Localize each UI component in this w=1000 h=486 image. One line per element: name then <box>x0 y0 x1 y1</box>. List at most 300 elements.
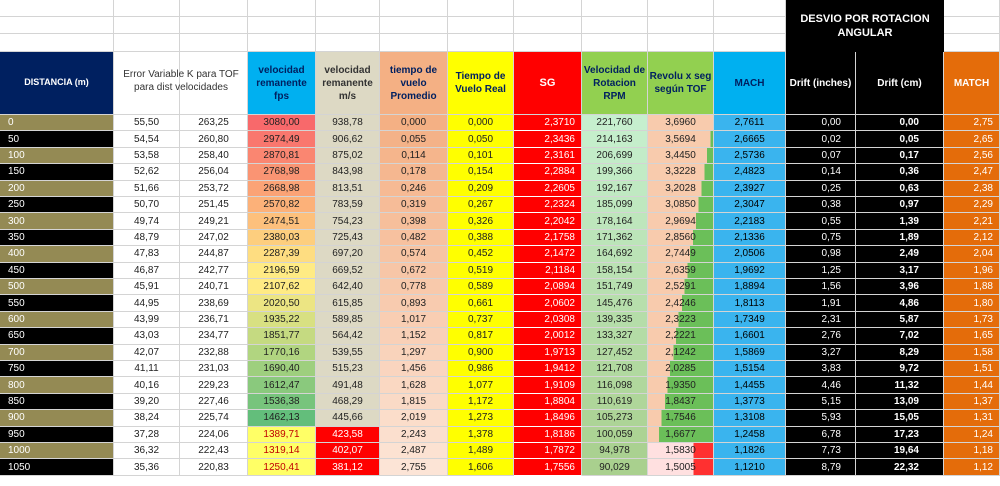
cell-r9-c6[interactable]: 0,519 <box>448 263 514 279</box>
cell-r5-c7[interactable]: 2,2324 <box>514 197 582 213</box>
cell-r5-c5[interactable]: 0,319 <box>380 197 448 213</box>
cell-r11-c1[interactable]: 44,95 <box>114 295 180 311</box>
cell-r6-c0[interactable]: 300 <box>0 213 114 229</box>
cell-r7-c8[interactable]: 171,362 <box>582 230 648 246</box>
cell-r21-c0[interactable]: 1050 <box>0 459 114 475</box>
cell-r8-c12[interactable]: 2,49 <box>856 246 944 262</box>
cell-r10-c7[interactable]: 2,0894 <box>514 279 582 295</box>
cell-r13-c9[interactable]: 2,2221 <box>648 328 714 344</box>
cell-r21-c2[interactable]: 220,83 <box>180 459 248 475</box>
cell-r7-c4[interactable]: 725,43 <box>316 230 380 246</box>
cell-r20-c0[interactable]: 1000 <box>0 443 114 459</box>
cell-r14-c1[interactable]: 42,07 <box>114 345 180 361</box>
cell-r0-c3[interactable]: 3080,00 <box>248 115 316 131</box>
cell-r4-c3[interactable]: 2668,98 <box>248 181 316 197</box>
cell-r5-c1[interactable]: 50,70 <box>114 197 180 213</box>
cell-r12-c5[interactable]: 1,017 <box>380 312 448 328</box>
cell-r0-c11[interactable]: 0,00 <box>786 115 856 131</box>
cell-r5-c2[interactable]: 251,45 <box>180 197 248 213</box>
cell-r6-c12[interactable]: 1,39 <box>856 213 944 229</box>
cell-r7-c3[interactable]: 2380,03 <box>248 230 316 246</box>
cell-r16-c12[interactable]: 11,32 <box>856 377 944 393</box>
cell-r16-c9[interactable]: 1,9350 <box>648 377 714 393</box>
cell-r8-c9[interactable]: 2,7449 <box>648 246 714 262</box>
cell-r13-c5[interactable]: 1,152 <box>380 328 448 344</box>
cell-r5-c13[interactable]: 2,29 <box>944 197 1000 213</box>
cell-r15-c7[interactable]: 1,9412 <box>514 361 582 377</box>
cell-r14-c4[interactable]: 539,55 <box>316 345 380 361</box>
cell-r7-c9[interactable]: 2,8560 <box>648 230 714 246</box>
cell-r17-c8[interactable]: 110,619 <box>582 394 648 410</box>
cell-r7-c13[interactable]: 2,12 <box>944 230 1000 246</box>
cell-r18-c0[interactable]: 900 <box>0 410 114 426</box>
cell-r1-c9[interactable]: 3,5694 <box>648 131 714 147</box>
cell-r19-c7[interactable]: 1,8186 <box>514 427 582 443</box>
cell-r0-c6[interactable]: 0,000 <box>448 115 514 131</box>
empty-cell[interactable] <box>114 17 180 34</box>
cell-r13-c7[interactable]: 2,0012 <box>514 328 582 344</box>
cell-r17-c5[interactable]: 1,815 <box>380 394 448 410</box>
cell-r19-c3[interactable]: 1389,71 <box>248 427 316 443</box>
cell-r1-c4[interactable]: 906,62 <box>316 131 380 147</box>
cell-r0-c0[interactable]: 0 <box>0 115 114 131</box>
empty-cell[interactable] <box>180 34 248 52</box>
cell-r16-c5[interactable]: 1,628 <box>380 377 448 393</box>
empty-cell[interactable] <box>944 17 1000 34</box>
cell-r15-c8[interactable]: 121,708 <box>582 361 648 377</box>
cell-r12-c12[interactable]: 5,87 <box>856 312 944 328</box>
cell-r19-c8[interactable]: 100,059 <box>582 427 648 443</box>
cell-r9-c11[interactable]: 1,25 <box>786 263 856 279</box>
cell-r1-c0[interactable]: 50 <box>0 131 114 147</box>
cell-r3-c9[interactable]: 3,3228 <box>648 164 714 180</box>
cell-r0-c7[interactable]: 2,3710 <box>514 115 582 131</box>
cell-r2-c6[interactable]: 0,101 <box>448 148 514 164</box>
cell-r5-c9[interactable]: 3,0850 <box>648 197 714 213</box>
cell-r15-c4[interactable]: 515,23 <box>316 361 380 377</box>
cell-r7-c11[interactable]: 0,75 <box>786 230 856 246</box>
cell-r4-c10[interactable]: 2,3927 <box>714 181 786 197</box>
cell-r20-c4[interactable]: 402,07 <box>316 443 380 459</box>
empty-cell[interactable] <box>180 0 248 17</box>
cell-r2-c5[interactable]: 0,114 <box>380 148 448 164</box>
cell-r12-c7[interactable]: 2,0308 <box>514 312 582 328</box>
cell-r18-c2[interactable]: 225,74 <box>180 410 248 426</box>
cell-r0-c9[interactable]: 3,6960 <box>648 115 714 131</box>
empty-cell[interactable] <box>582 17 648 34</box>
cell-r18-c10[interactable]: 1,3108 <box>714 410 786 426</box>
cell-r6-c10[interactable]: 2,2183 <box>714 213 786 229</box>
cell-r12-c2[interactable]: 236,71 <box>180 312 248 328</box>
empty-cell[interactable] <box>114 34 180 52</box>
cell-r8-c4[interactable]: 697,20 <box>316 246 380 262</box>
cell-r3-c7[interactable]: 2,2884 <box>514 164 582 180</box>
cell-r12-c13[interactable]: 1,73 <box>944 312 1000 328</box>
cell-r4-c13[interactable]: 2,38 <box>944 181 1000 197</box>
empty-cell[interactable] <box>248 17 316 34</box>
cell-r13-c1[interactable]: 43,03 <box>114 328 180 344</box>
cell-r2-c7[interactable]: 2,3161 <box>514 148 582 164</box>
cell-r7-c0[interactable]: 350 <box>0 230 114 246</box>
cell-r6-c7[interactable]: 2,2042 <box>514 213 582 229</box>
cell-r20-c9[interactable]: 1,5830 <box>648 443 714 459</box>
cell-r10-c8[interactable]: 151,749 <box>582 279 648 295</box>
cell-r19-c13[interactable]: 1,24 <box>944 427 1000 443</box>
cell-r13-c4[interactable]: 564,42 <box>316 328 380 344</box>
cell-r1-c10[interactable]: 2,6665 <box>714 131 786 147</box>
cell-r11-c6[interactable]: 0,661 <box>448 295 514 311</box>
cell-r12-c11[interactable]: 2,31 <box>786 312 856 328</box>
cell-r21-c7[interactable]: 1,7556 <box>514 459 582 475</box>
cell-r9-c0[interactable]: 450 <box>0 263 114 279</box>
cell-r8-c5[interactable]: 0,574 <box>380 246 448 262</box>
cell-r20-c13[interactable]: 1,18 <box>944 443 1000 459</box>
cell-r2-c1[interactable]: 53,58 <box>114 148 180 164</box>
cell-r10-c11[interactable]: 1,56 <box>786 279 856 295</box>
cell-r3-c11[interactable]: 0,14 <box>786 164 856 180</box>
empty-cell[interactable] <box>248 34 316 52</box>
cell-r7-c12[interactable]: 1,89 <box>856 230 944 246</box>
cell-r9-c2[interactable]: 242,77 <box>180 263 248 279</box>
cell-r6-c6[interactable]: 0,326 <box>448 213 514 229</box>
cell-r20-c2[interactable]: 222,43 <box>180 443 248 459</box>
cell-r4-c5[interactable]: 0,246 <box>380 181 448 197</box>
empty-cell[interactable] <box>944 34 1000 52</box>
cell-r11-c10[interactable]: 1,8113 <box>714 295 786 311</box>
cell-r16-c3[interactable]: 1612,47 <box>248 377 316 393</box>
cell-r21-c1[interactable]: 35,36 <box>114 459 180 475</box>
cell-r20-c5[interactable]: 2,487 <box>380 443 448 459</box>
cell-r10-c12[interactable]: 3,96 <box>856 279 944 295</box>
cell-r15-c13[interactable]: 1,51 <box>944 361 1000 377</box>
empty-cell[interactable] <box>944 0 1000 17</box>
cell-r11-c7[interactable]: 2,0602 <box>514 295 582 311</box>
cell-r9-c7[interactable]: 2,1184 <box>514 263 582 279</box>
cell-r17-c13[interactable]: 1,37 <box>944 394 1000 410</box>
cell-r14-c6[interactable]: 0,900 <box>448 345 514 361</box>
cell-r20-c1[interactable]: 36,32 <box>114 443 180 459</box>
cell-r11-c9[interactable]: 2,4246 <box>648 295 714 311</box>
cell-r7-c10[interactable]: 2,1336 <box>714 230 786 246</box>
cell-r11-c4[interactable]: 615,85 <box>316 295 380 311</box>
cell-r8-c1[interactable]: 47,83 <box>114 246 180 262</box>
cell-r20-c3[interactable]: 1319,14 <box>248 443 316 459</box>
cell-r18-c6[interactable]: 1,273 <box>448 410 514 426</box>
cell-r9-c9[interactable]: 2,6359 <box>648 263 714 279</box>
cell-r20-c7[interactable]: 1,7872 <box>514 443 582 459</box>
cell-r14-c12[interactable]: 8,29 <box>856 345 944 361</box>
cell-r6-c4[interactable]: 754,23 <box>316 213 380 229</box>
empty-cell[interactable] <box>248 0 316 17</box>
cell-r18-c5[interactable]: 2,019 <box>380 410 448 426</box>
cell-r9-c12[interactable]: 3,17 <box>856 263 944 279</box>
cell-r3-c5[interactable]: 0,178 <box>380 164 448 180</box>
cell-r21-c3[interactable]: 1250,41 <box>248 459 316 475</box>
cell-r1-c2[interactable]: 260,80 <box>180 131 248 147</box>
cell-r20-c12[interactable]: 19,64 <box>856 443 944 459</box>
cell-r4-c7[interactable]: 2,2605 <box>514 181 582 197</box>
empty-cell[interactable] <box>316 0 380 17</box>
cell-r21-c9[interactable]: 1,5005 <box>648 459 714 475</box>
cell-r10-c9[interactable]: 2,5291 <box>648 279 714 295</box>
cell-r6-c8[interactable]: 178,164 <box>582 213 648 229</box>
cell-r15-c0[interactable]: 750 <box>0 361 114 377</box>
cell-r17-c12[interactable]: 13,09 <box>856 394 944 410</box>
cell-r4-c0[interactable]: 200 <box>0 181 114 197</box>
cell-r18-c11[interactable]: 5,93 <box>786 410 856 426</box>
empty-cell[interactable] <box>582 34 648 52</box>
cell-r13-c13[interactable]: 1,65 <box>944 328 1000 344</box>
cell-r17-c9[interactable]: 1,8437 <box>648 394 714 410</box>
cell-r11-c5[interactable]: 0,893 <box>380 295 448 311</box>
cell-r8-c3[interactable]: 2287,39 <box>248 246 316 262</box>
cell-r16-c10[interactable]: 1,4455 <box>714 377 786 393</box>
cell-r19-c1[interactable]: 37,28 <box>114 427 180 443</box>
cell-r8-c2[interactable]: 244,87 <box>180 246 248 262</box>
cell-r11-c8[interactable]: 145,476 <box>582 295 648 311</box>
cell-r12-c9[interactable]: 2,3223 <box>648 312 714 328</box>
cell-r14-c10[interactable]: 1,5869 <box>714 345 786 361</box>
empty-cell[interactable] <box>380 34 448 52</box>
cell-r7-c5[interactable]: 0,482 <box>380 230 448 246</box>
empty-cell[interactable] <box>514 34 582 52</box>
cell-r9-c1[interactable]: 46,87 <box>114 263 180 279</box>
cell-r12-c1[interactable]: 43,99 <box>114 312 180 328</box>
cell-r17-c6[interactable]: 1,172 <box>448 394 514 410</box>
cell-r4-c8[interactable]: 192,167 <box>582 181 648 197</box>
cell-r14-c8[interactable]: 127,452 <box>582 345 648 361</box>
cell-r19-c10[interactable]: 1,2458 <box>714 427 786 443</box>
cell-r16-c1[interactable]: 40,16 <box>114 377 180 393</box>
empty-cell[interactable] <box>714 34 786 52</box>
cell-r18-c8[interactable]: 105,273 <box>582 410 648 426</box>
cell-r10-c3[interactable]: 2107,62 <box>248 279 316 295</box>
cell-r18-c13[interactable]: 1,31 <box>944 410 1000 426</box>
cell-r11-c2[interactable]: 238,69 <box>180 295 248 311</box>
cell-r14-c5[interactable]: 1,297 <box>380 345 448 361</box>
cell-r3-c2[interactable]: 256,04 <box>180 164 248 180</box>
cell-r12-c4[interactable]: 589,85 <box>316 312 380 328</box>
empty-cell[interactable] <box>714 17 786 34</box>
cell-r17-c7[interactable]: 1,8804 <box>514 394 582 410</box>
cell-r21-c4[interactable]: 381,12 <box>316 459 380 475</box>
empty-cell[interactable] <box>448 0 514 17</box>
cell-r11-c12[interactable]: 4,86 <box>856 295 944 311</box>
cell-r15-c1[interactable]: 41,11 <box>114 361 180 377</box>
cell-r21-c6[interactable]: 1,606 <box>448 459 514 475</box>
cell-r4-c12[interactable]: 0,63 <box>856 181 944 197</box>
cell-r15-c5[interactable]: 1,456 <box>380 361 448 377</box>
cell-r19-c2[interactable]: 224,06 <box>180 427 248 443</box>
cell-r13-c3[interactable]: 1851,77 <box>248 328 316 344</box>
empty-cell[interactable] <box>114 0 180 17</box>
cell-r14-c0[interactable]: 700 <box>0 345 114 361</box>
cell-r19-c0[interactable]: 950 <box>0 427 114 443</box>
cell-r19-c12[interactable]: 17,23 <box>856 427 944 443</box>
empty-cell[interactable] <box>448 34 514 52</box>
cell-r16-c2[interactable]: 229,23 <box>180 377 248 393</box>
cell-r14-c2[interactable]: 232,88 <box>180 345 248 361</box>
cell-r14-c11[interactable]: 3,27 <box>786 345 856 361</box>
cell-r17-c0[interactable]: 850 <box>0 394 114 410</box>
cell-r10-c4[interactable]: 642,40 <box>316 279 380 295</box>
empty-cell[interactable] <box>448 17 514 34</box>
cell-r9-c8[interactable]: 158,154 <box>582 263 648 279</box>
cell-r5-c8[interactable]: 185,099 <box>582 197 648 213</box>
cell-r16-c11[interactable]: 4,46 <box>786 377 856 393</box>
cell-r19-c4[interactable]: 423,58 <box>316 427 380 443</box>
cell-r12-c8[interactable]: 139,335 <box>582 312 648 328</box>
cell-r1-c13[interactable]: 2,65 <box>944 131 1000 147</box>
cell-r15-c12[interactable]: 9,72 <box>856 361 944 377</box>
cell-r3-c4[interactable]: 843,98 <box>316 164 380 180</box>
cell-r1-c6[interactable]: 0,050 <box>448 131 514 147</box>
cell-r9-c13[interactable]: 1,96 <box>944 263 1000 279</box>
cell-r10-c5[interactable]: 0,778 <box>380 279 448 295</box>
cell-r11-c3[interactable]: 2020,50 <box>248 295 316 311</box>
cell-r5-c6[interactable]: 0,267 <box>448 197 514 213</box>
cell-r21-c8[interactable]: 90,029 <box>582 459 648 475</box>
cell-r14-c7[interactable]: 1,9713 <box>514 345 582 361</box>
cell-r2-c13[interactable]: 2,56 <box>944 148 1000 164</box>
empty-cell[interactable] <box>648 17 714 34</box>
cell-r9-c3[interactable]: 2196,59 <box>248 263 316 279</box>
cell-r10-c6[interactable]: 0,589 <box>448 279 514 295</box>
cell-r0-c4[interactable]: 938,78 <box>316 115 380 131</box>
cell-r3-c10[interactable]: 2,4823 <box>714 164 786 180</box>
cell-r8-c0[interactable]: 400 <box>0 246 114 262</box>
cell-r21-c11[interactable]: 8,79 <box>786 459 856 475</box>
cell-r20-c11[interactable]: 7,73 <box>786 443 856 459</box>
cell-r21-c12[interactable]: 22,32 <box>856 459 944 475</box>
cell-r1-c11[interactable]: 0,02 <box>786 131 856 147</box>
cell-r7-c2[interactable]: 247,02 <box>180 230 248 246</box>
empty-cell[interactable] <box>380 0 448 17</box>
cell-r4-c9[interactable]: 3,2028 <box>648 181 714 197</box>
cell-r8-c13[interactable]: 2,04 <box>944 246 1000 262</box>
cell-r12-c0[interactable]: 600 <box>0 312 114 328</box>
cell-r1-c8[interactable]: 214,163 <box>582 131 648 147</box>
cell-r6-c11[interactable]: 0,55 <box>786 213 856 229</box>
cell-r20-c6[interactable]: 1,489 <box>448 443 514 459</box>
cell-r10-c2[interactable]: 240,71 <box>180 279 248 295</box>
cell-r5-c11[interactable]: 0,38 <box>786 197 856 213</box>
empty-cell[interactable] <box>648 0 714 17</box>
cell-r2-c12[interactable]: 0,17 <box>856 148 944 164</box>
cell-r8-c7[interactable]: 2,1472 <box>514 246 582 262</box>
cell-r17-c4[interactable]: 468,29 <box>316 394 380 410</box>
cell-r15-c11[interactable]: 3,83 <box>786 361 856 377</box>
empty-cell[interactable] <box>0 34 114 52</box>
cell-r19-c9[interactable]: 1,6677 <box>648 427 714 443</box>
cell-r18-c1[interactable]: 38,24 <box>114 410 180 426</box>
cell-r2-c8[interactable]: 206,699 <box>582 148 648 164</box>
cell-r2-c0[interactable]: 100 <box>0 148 114 164</box>
cell-r1-c7[interactable]: 2,3436 <box>514 131 582 147</box>
cell-r19-c11[interactable]: 6,78 <box>786 427 856 443</box>
cell-r21-c13[interactable]: 1,12 <box>944 459 1000 475</box>
cell-r13-c8[interactable]: 133,327 <box>582 328 648 344</box>
cell-r15-c10[interactable]: 1,5154 <box>714 361 786 377</box>
cell-r16-c13[interactable]: 1,44 <box>944 377 1000 393</box>
cell-r3-c8[interactable]: 199,366 <box>582 164 648 180</box>
cell-r12-c6[interactable]: 0,737 <box>448 312 514 328</box>
cell-r15-c6[interactable]: 0,986 <box>448 361 514 377</box>
cell-r7-c6[interactable]: 0,388 <box>448 230 514 246</box>
cell-r4-c2[interactable]: 253,72 <box>180 181 248 197</box>
cell-r9-c5[interactable]: 0,672 <box>380 263 448 279</box>
cell-r13-c0[interactable]: 650 <box>0 328 114 344</box>
cell-r17-c10[interactable]: 1,3773 <box>714 394 786 410</box>
cell-r17-c11[interactable]: 5,15 <box>786 394 856 410</box>
empty-cell[interactable] <box>514 0 582 17</box>
cell-r7-c1[interactable]: 48,79 <box>114 230 180 246</box>
cell-r0-c13[interactable]: 2,75 <box>944 115 1000 131</box>
cell-r16-c4[interactable]: 491,48 <box>316 377 380 393</box>
cell-r6-c13[interactable]: 2,21 <box>944 213 1000 229</box>
cell-r18-c3[interactable]: 1462,13 <box>248 410 316 426</box>
cell-r19-c6[interactable]: 1,378 <box>448 427 514 443</box>
cell-r19-c5[interactable]: 2,243 <box>380 427 448 443</box>
cell-r13-c12[interactable]: 7,02 <box>856 328 944 344</box>
cell-r4-c4[interactable]: 813,51 <box>316 181 380 197</box>
cell-r17-c1[interactable]: 39,20 <box>114 394 180 410</box>
cell-r14-c13[interactable]: 1,58 <box>944 345 1000 361</box>
cell-r16-c6[interactable]: 1,077 <box>448 377 514 393</box>
cell-r6-c3[interactable]: 2474,51 <box>248 213 316 229</box>
cell-r17-c3[interactable]: 1536,38 <box>248 394 316 410</box>
cell-r8-c10[interactable]: 2,0506 <box>714 246 786 262</box>
cell-r16-c0[interactable]: 800 <box>0 377 114 393</box>
empty-cell[interactable] <box>380 17 448 34</box>
cell-r2-c3[interactable]: 2870,81 <box>248 148 316 164</box>
cell-r4-c1[interactable]: 51,66 <box>114 181 180 197</box>
cell-r9-c10[interactable]: 1,9692 <box>714 263 786 279</box>
cell-r2-c4[interactable]: 875,02 <box>316 148 380 164</box>
cell-r18-c9[interactable]: 1,7546 <box>648 410 714 426</box>
cell-r6-c2[interactable]: 249,21 <box>180 213 248 229</box>
cell-r3-c1[interactable]: 52,62 <box>114 164 180 180</box>
cell-r1-c5[interactable]: 0,055 <box>380 131 448 147</box>
cell-r10-c10[interactable]: 1,8894 <box>714 279 786 295</box>
cell-r11-c0[interactable]: 550 <box>0 295 114 311</box>
cell-r0-c12[interactable]: 0,00 <box>856 115 944 131</box>
cell-r0-c8[interactable]: 221,760 <box>582 115 648 131</box>
empty-cell[interactable] <box>180 17 248 34</box>
empty-cell[interactable] <box>514 17 582 34</box>
cell-r21-c5[interactable]: 2,755 <box>380 459 448 475</box>
cell-r1-c12[interactable]: 0,05 <box>856 131 944 147</box>
cell-r5-c4[interactable]: 783,59 <box>316 197 380 213</box>
cell-r12-c3[interactable]: 1935,22 <box>248 312 316 328</box>
empty-cell[interactable] <box>316 17 380 34</box>
cell-r5-c10[interactable]: 2,3047 <box>714 197 786 213</box>
cell-r15-c2[interactable]: 231,03 <box>180 361 248 377</box>
cell-r8-c8[interactable]: 164,692 <box>582 246 648 262</box>
cell-r10-c13[interactable]: 1,88 <box>944 279 1000 295</box>
empty-cell[interactable] <box>316 34 380 52</box>
cell-r14-c3[interactable]: 1770,16 <box>248 345 316 361</box>
cell-r5-c12[interactable]: 0,97 <box>856 197 944 213</box>
cell-r18-c7[interactable]: 1,8496 <box>514 410 582 426</box>
cell-r18-c12[interactable]: 15,05 <box>856 410 944 426</box>
cell-r9-c4[interactable]: 669,52 <box>316 263 380 279</box>
cell-r0-c2[interactable]: 263,25 <box>180 115 248 131</box>
cell-r15-c3[interactable]: 1690,40 <box>248 361 316 377</box>
cell-r2-c11[interactable]: 0,07 <box>786 148 856 164</box>
empty-cell[interactable] <box>648 34 714 52</box>
empty-cell[interactable] <box>714 0 786 17</box>
